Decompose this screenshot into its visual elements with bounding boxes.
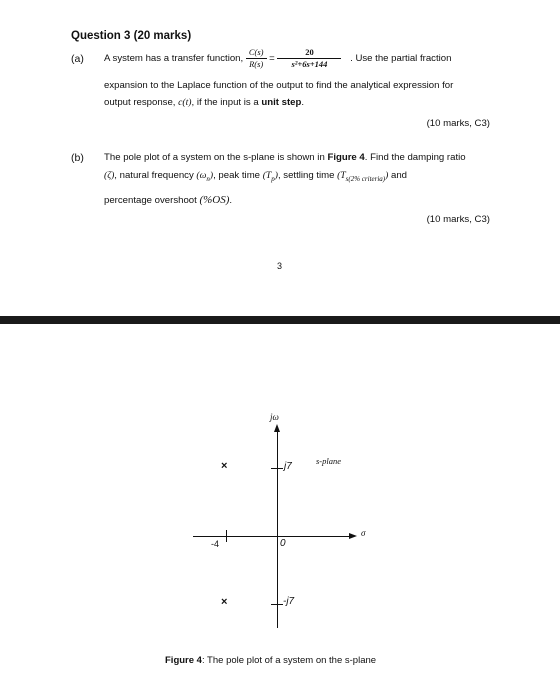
part-a-period: . — [301, 97, 305, 108]
part-b-marks: (10 marks, C3) — [426, 214, 490, 225]
part-a-marks: (10 marks, C3) — [426, 118, 490, 129]
figure-caption-label: Figure 4 — [165, 655, 202, 666]
s-plane-label: s-plane — [316, 456, 342, 466]
percent-os-symbol: (%OS) — [199, 194, 230, 206]
part-a-label: (a) — [71, 53, 84, 65]
document-page-2 — [0, 324, 560, 700]
imaginary-axis — [277, 432, 278, 628]
part-a-line2: expansion to the Laplace function of the output to find the analytical expression for — [104, 80, 454, 91]
real-axis-arrow-icon — [349, 533, 357, 539]
part-b-figure-ref: Figure 4 — [327, 152, 365, 163]
neg4-label: -4 — [211, 539, 220, 549]
tick-neg4 — [226, 530, 227, 542]
pole-plot-figure — [0, 324, 560, 700]
imaginary-axis-arrow-icon — [274, 424, 280, 432]
part-b-text-peak-time: , peak time — [213, 170, 261, 181]
omega-symbol: $(\omega_n)$ — [196, 170, 214, 183]
part-a-line3-text-2: , if the input is a — [191, 97, 259, 108]
part-b-line1-text: The pole plot of a system on the s-plane is shown in — [104, 152, 325, 163]
jw-axis-label: jω — [270, 412, 279, 422]
part-b-period: . — [229, 195, 233, 206]
tf-lhs-denominator: R(s) — [249, 59, 264, 69]
part-a-line3-text: output response, — [104, 97, 176, 108]
part-b-line1 — [104, 152, 466, 163]
question-title: Question 3 (20 marks) — [71, 30, 192, 42]
part-a-output-symbol: c(t) — [178, 97, 192, 108]
part-b-line3 — [104, 194, 232, 206]
part-b-text-and: and — [391, 170, 408, 181]
tf-rhs-denominator: s²+6s+144 — [291, 59, 328, 69]
part-b-text-overshoot: percentage overshoot — [104, 195, 197, 206]
origin-label: 0 — [280, 538, 286, 549]
part-b-text-settling-time: , settling time — [277, 170, 335, 181]
j7-label: j7 — [284, 461, 292, 472]
tf-equals: = — [269, 53, 275, 65]
ts-symbol: $(T_{s(2\% criteria)})$ — [337, 170, 389, 183]
part-b-text-natural-frequency: , natural frequency — [114, 170, 194, 181]
figure-caption-text: : The pole plot of a system on the s-plane — [201, 655, 377, 666]
zeta-symbol: (ζ) — [104, 170, 115, 181]
part-a-text-before: A system has a transfer function, — [104, 53, 244, 65]
page-number: 3 — [277, 261, 283, 271]
tf-rhs-numerator: 20 — [277, 47, 341, 59]
pole-upper-marker-icon: × — [221, 460, 228, 472]
part-a-unit-step: unit step — [261, 97, 302, 108]
tf-lhs-fraction — [246, 47, 267, 70]
part-b-line1-text-2: . Find the damping ratio — [364, 152, 466, 163]
tf-lhs-numerator: C(s) — [246, 47, 267, 59]
sigma-axis-label: σ — [361, 528, 366, 538]
page-separator — [0, 316, 560, 324]
pole-lower-marker-icon: × — [221, 596, 228, 608]
tick-j7 — [271, 468, 283, 469]
tick-neg-j7 — [271, 604, 283, 605]
tp-symbol: $(T_p)$ — [262, 170, 278, 183]
tf-rhs-fraction — [277, 47, 341, 70]
part-a-line3 — [104, 97, 304, 108]
neg-j7-label: -j7 — [283, 596, 295, 607]
part-b-label: (b) — [71, 152, 84, 164]
real-axis — [193, 536, 349, 537]
figure-caption — [165, 655, 376, 666]
part-b-line2 — [104, 170, 407, 181]
part-a-line1 — [104, 47, 451, 70]
part-a-text-after: . Use the partial fraction — [350, 53, 452, 65]
document-page-1 — [0, 0, 560, 316]
